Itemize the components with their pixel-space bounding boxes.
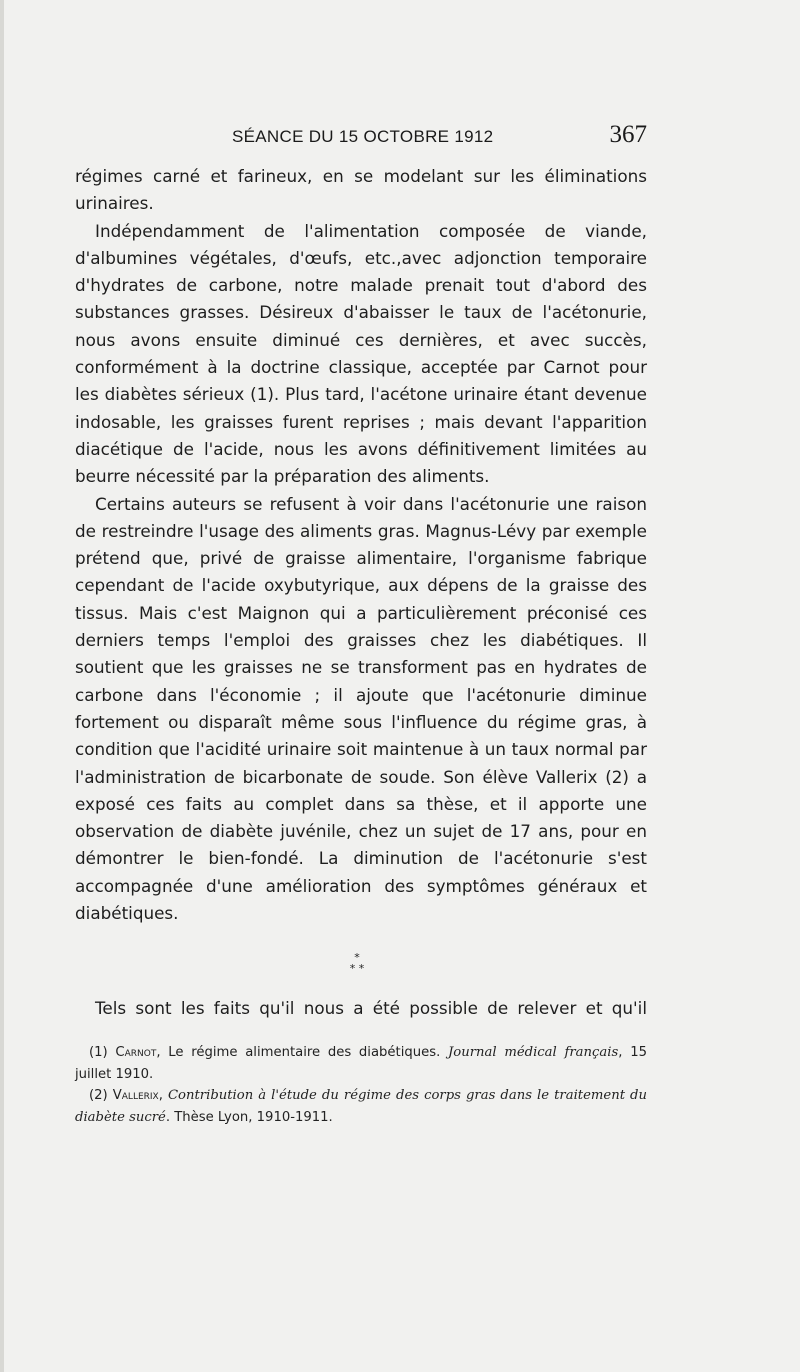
page-edge — [0, 0, 4, 1372]
footnotes — [75, 1042, 647, 1128]
footnote-journal: Journal médical français — [448, 1045, 619, 1060]
footnote-text: , Le régime alimentaire des diabétiques. — [156, 1045, 448, 1060]
paragraph: Certains auteurs se refusent à voir dans l'acétonurie une raison de restreindre l'usage des aliments gras. Magnus-Lévy par exemple prétend que, privé de graisse alimentaire, l'organisme fabrique cependant de l'acide oxybutyrique, aux dépens de la graisse des tissus. Mais c'est Maignon qui a particulièrement préconisé ces derniers temps l'emploi des graisses chez les diabétiques. Il soutient que les graisses ne se transforment pas en hydrates de carbone dans l'économie ; il ajoute que l'acétonurie diminue fortement ou disparaît même sous l'influence du régime gras, à condition que l'acidité urinaire soit maintenue à un taux normal par l'administration de bicarbonate de soude. Son élève Vallerix (2) a exposé ces faits au complet dans sa thèse, et il apporte une observation de diabète juvénile, chez un sujet de 17 ans, pour en démontrer le bien-fondé. La diminution de l'acétonurie s'est accompagnée d'une amélioration des symptômes généraux et diabétiques. — [75, 493, 647, 924]
footnote-marker: (2) — [89, 1088, 108, 1103]
footnote-author: Vallerix — [112, 1088, 159, 1103]
footnote-text: , 15 juillet 1910. — [75, 1045, 647, 1082]
footnote — [75, 1042, 647, 1085]
footnote-text: , — [158, 1088, 168, 1103]
footnote-text: . Thèse Lyon, 1910-1911. — [165, 1109, 333, 1125]
footnote-marker: (1) — [89, 1045, 108, 1060]
asterism-divider — [343, 952, 371, 974]
closing-line: Tels sont les faits qu'il nous a été possible de relever et qu'il — [95, 998, 647, 1018]
page-number: 367 — [609, 121, 647, 148]
asterism-bottom: * * — [349, 962, 365, 975]
running-head: SÉANCE DU 15 OCTOBRE 1912 — [232, 127, 494, 146]
footnote-journal: Contribution à l'étude du régime des corps gras dans le traitement du diabète sucré — [75, 1088, 647, 1125]
footnote-author: Carnot — [115, 1045, 157, 1060]
paragraph: Indépendamment de l'alimentation composée de viande, d'albumines végétales, d'œufs, etc.,avec adjonction temporaire d'hydrates de carbone, notre malade prenait tout d'abord des substances grasses. Désireux d'abaisser le taux de l'acétonurie, nous avons ensuite diminué ces dernières, et avec succès, conformément à la doctrine classique, acceptée par Carnot pour les diabètes sérieux (1). Plus tard, l'acétone urinaire étant devenue indosable, les graisses furent reprises ; mais devant l'apparition diacétique de l'acide, nous les avons définitivement limitées au beurre nécessité par la préparation des aliments. — [75, 220, 647, 487]
footnote — [75, 1085, 647, 1128]
page-header — [75, 121, 647, 155]
asterism-top: * — [354, 951, 360, 964]
paragraph-continued: régimes carné et farineux, en se modelant sur les éliminations urinaires. — [75, 166, 647, 214]
body-text — [75, 163, 647, 927]
